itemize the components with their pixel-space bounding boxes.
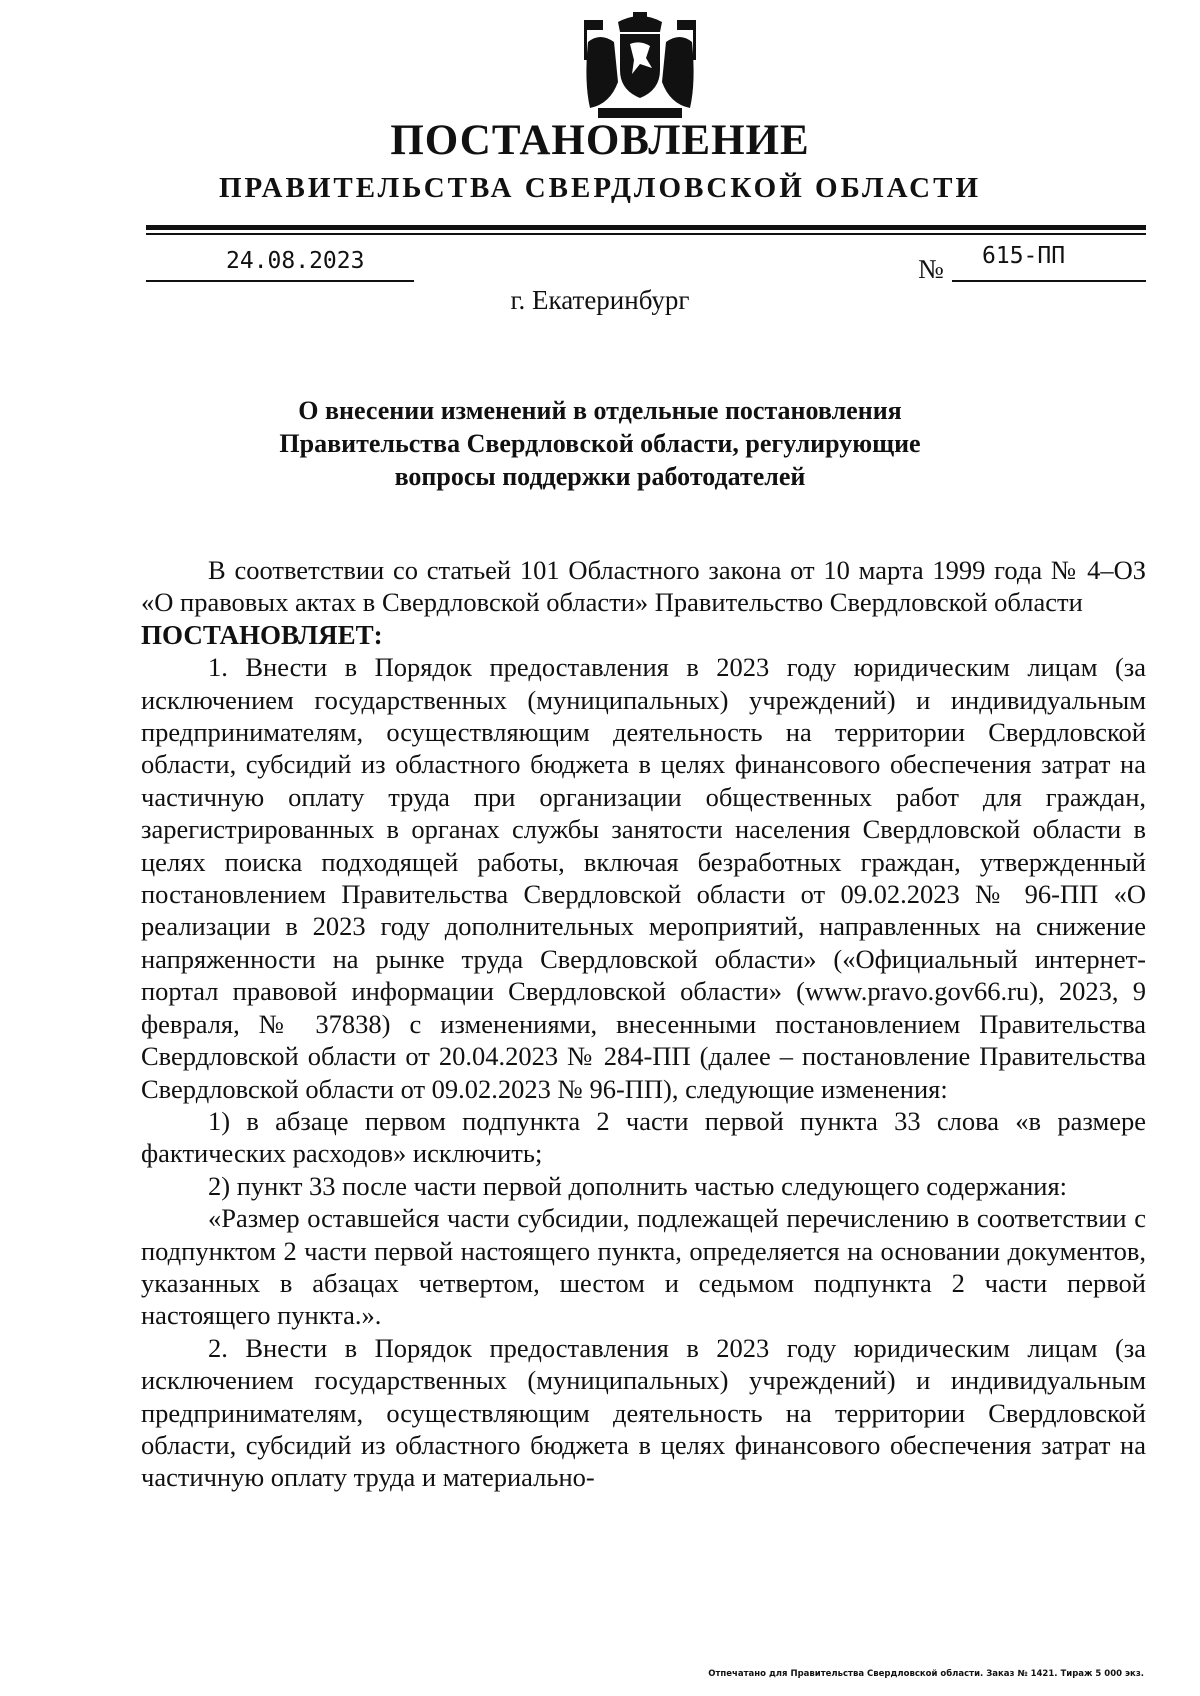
document-title: ПОСТАНОВЛЕНИЕ [390,117,810,164]
document-body [141,554,1146,1494]
print-note: Отпечатано для Правительства Свердловской области. Заказ № 1421. Тираж 5 000 экз. [708,1669,1144,1679]
header-rule-thick [146,225,1146,230]
city-label: г. Екатеринбург [510,285,690,315]
decree-word: ПОСТАНОВЛЯЕТ: [141,619,383,650]
document-number: 615-ПП [982,243,1066,269]
heading-line: Правительства Свердловской области, регулирующие [279,429,921,458]
header-rule-thin [146,233,1146,235]
coat-of-arms-icon [580,12,700,124]
subitem-1-paragraph: 1) в абзаце первом подпункта 2 части первой пункта 33 слова «в размере фактических расходов» исключить; [141,1105,1146,1169]
quote-paragraph: «Размер оставшейся части субсидии, подлежащей перечислению в соответствии с подпунктом 2 части первой настоящего пункта, определяется на основании документов, указанных в абзацах четвертом, шестом и седьмом подпункта 2 части первой настоящего пункта.». [141,1203,1146,1331]
preamble-paragraph: В соответствии со статьей 101 Областного закона от 10 марта 1999 года № 4–ОЗ «О правовых актах в Свердловской области» Правительство Свердловской области [141,555,1146,618]
number-field [952,240,1146,282]
item-1-paragraph: 1. Внести в Порядок предоставления в 2023 году юридическим лицам (за исключением государственных (муниципальных) учреждений) и индивидуальным предпринимателям, осуществляющим деятельность на территории Свердловской области, субсидий из областного бюджета в целях финансового обеспечения затрат на частичную оплату труда при организации общественных работ для граждан, зарегистрированных в органах службы занятости населения Свердловской области в целях поиска подходящей работы, включая безработных граждан, утвержденный постановлением Правительства Свердловской области от 09.02.2023 № 96-ПП «О реализации в 2023 году дополнительных мероприятий, направленных на снижение напряженности на рынке труда Свердловской области» («Официальный интернет-портал правовой информации Свердловской области» (www.pravo.gov66.ru), 2023, 9 февраля, № 37838) с изменениями, внесенными постановлением Правительства Свердловской области от 20.04.2023 № 284-ПП (далее – постановление Правительства Свердловской области от 09.02.2023 № 96-ПП), следующие изменения: [141,652,1146,1104]
heading-line: вопросы поддержки работодателей [394,462,806,491]
heading-line: О внесении изменений в отдельные постановления [298,396,902,425]
date-field [146,244,414,282]
item-2-paragraph: 2. Внести в Порядок предоставления в 2023 году юридическим лицам (за исключением государственных (муниципальных) учреждений) и индивидуальным предпринимателям, осуществляющим деятельность на территории Свердловской области, субсидий из областного бюджета в целях финансового обеспечения затрат на частичную оплату труда и материально- [141,1332,1146,1493]
date-value: 24.08.2023 [226,248,365,274]
document-heading [200,394,1000,493]
number-sign: № [918,254,944,284]
issuer-title: ПРАВИТЕЛЬСТВА СВЕРДЛОВСКОЙ ОБЛАСТИ [218,172,982,204]
subitem-2-paragraph: 2) пункт 33 после части первой дополнить частью следующего содержания: [208,1170,1067,1201]
